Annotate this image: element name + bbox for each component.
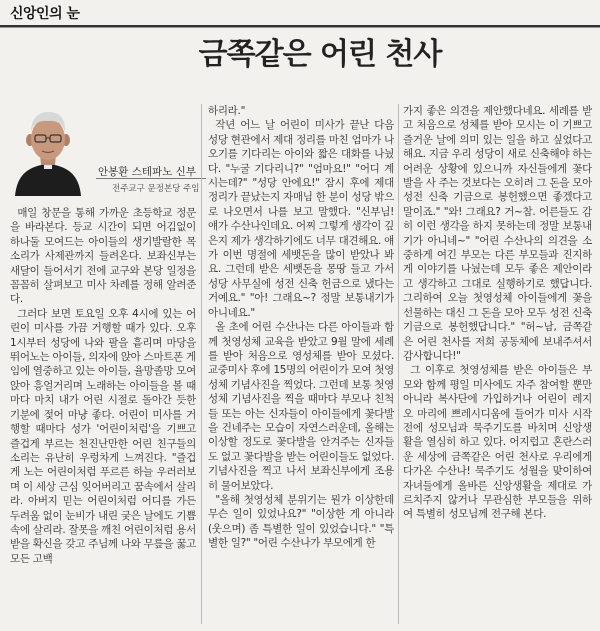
paragraph: 매일 창문을 통해 가까운 초등학교 정문을 바라본다. 등교 시간이 되면 어김없이 하나둘 모여드는 아이들의 생기발랄한 목소리가 사제관까지 들려온다. 보좌신부는 새달이 들어서기 전에 교구와 본당 일정을 꼼꼼히 살펴보고 미사 차례를 정해 알려준다. — [10, 207, 196, 306]
section-label: 신앙인의 눈 — [10, 6, 80, 22]
paragraph: 하리라." — [208, 105, 246, 117]
byline-divider — [96, 178, 206, 179]
author-title: 전주교구 문정본당 주임 — [112, 184, 200, 194]
article-column-3 — [403, 104, 592, 626]
column-divider — [201, 104, 202, 624]
article-column-1 — [10, 206, 196, 626]
priest-portrait-image — [11, 104, 85, 196]
paragraph: 작년 어느 날 어린이 미사가 끝난 다음 성당 현관에서 제대 정리를 마친 엄마가 나오기를 기다리는 아이와 짧은 대화를 나눴다. "누굴 기다리니?" "엄마요!" "어디 계시는데?" "성당 안에요!" 잠시 후에 제대 정리가 끝났는지 자매님 한 분이 성당 밖으로 나오면서 나를 보고 말했다. "신부님! 얘가 수산나인데요. 어찌 그렇게 생각이 깊은지 제가 생각하기에도 너무 대견해요. 얘가 이번 명절에 세뱃돈을 많이 받았나 봐요. 그런데 받은 세뱃돈을 몽땅 들고 가서 성당 사무실에 성전 신축 헌금으로 냈다는 거예요." "아! 그래요~? 정말 보통내기가 아니네요." — [208, 119, 394, 319]
paragraph: 올 초에 어린 수산나는 다른 아이들과 함께 첫영성체 교육을 받았고 9월 말에 세례를 받아 처음으로 영성체를 받아 모셨다. 교중미사 후에 15명의 어린이가 모여 첫영성체 기념사진을 찍었다. 그런데 보통 첫영성체 기념사진을 찍을 때마다 부모나 친척들 또는 아는 신자들이 아이들에게 꽃다발을 건네주는 모습이 자연스러운데, 올해는 이상할 정도로 꽃다발을 안겨주는 신자들도 없고 꽃다발을 받는 어린이들도 없었다. 기념사진을 찍고 나서 보좌신부에게 조용히 물어보았다. — [208, 321, 394, 492]
paragraph: "올해 첫영성체 분위기는 뭔가 이상한데 무슨 일이 있었나요?" "이상한 게 아니라 (웃으며) 좀 특별한 일이 있었습니다." "특별한 일?" "어린 수산나가 부모에게 한 — [208, 493, 394, 550]
author-name: 안봉환 스테파노 신부 — [98, 166, 196, 178]
header-rule-thin — [0, 27, 600, 28]
column-divider — [398, 104, 399, 624]
paragraph: 그러다 보면 토요일 오후 4시에 있는 어린이 미사를 가끔 거행할 때가 있다. 오후 1시부터 성당에 나와 팔을 흩리며 마당을 뛰어노는 아이들, 의자에 앉아 스마트폰 게임에 열중하고 있는 아이들, 율망졸망 모여 앉아 흥얼거리며 노래하는 아이들을 볼 때마다 마치 내가 어린 시절로 돌아간 듯한 기분에 젖어 마냥 좋다. 어린이 미사를 거행할 때마다 성가 '어린이처럼'을 기쁘고 즐겁게 부르는 천진난만한 어린 친구들의 소리는 유난히 우렁차게 느껴진다. "즐겁게 노는 어린이처럼 푸르른 하늘 우러러보며 이 세상 근심 잊어버리고 꿈속에서 살리라. 아버지 믿는 어린이처럼 어디를 가든 두려움 없이 눈비가 내린 궂은 날에도 기쁨 속에 살리라. 잘못을 깨친 어린이처럼 용서받을 확신을 갖고 주님께 나와 무릎을 꿇고 모든 고백 — [10, 307, 196, 565]
paragraph: 가지 좋은 의견을 제안했다네요. 세례를 받고 처음으로 성체를 받아 모시는 이 기쁘고 즐거운 날에 의미 있는 일을 하고 싶었다고 해요. 지금 우리 성당이 새로 신축해야 하는 어려운 상황에 있으니까 자신들에게 꽃다발을 사 주는 것보다는 오히려 그 돈을 모아 성전 신축 기금으로 봉헌했으면 좋겠다고 말이죠." "와! 그래요? 거~참. 어른들도 감히 이런 생각을 하지 못하는데 정말 보통내기가 아니네~" "어린 수산나의 의견을 소중하게 여긴 부모는 다른 부모들과 진지하게 이야기를 나눴는데 모두 좋은 제안이라고 생각하고 그대로 실행하기로 했답니다. 그리하여 오늘 첫영성체 아이들에게 꽃을 선물하는 대신 그 돈을 모아 모두 성전 신축 기금으로 봉헌했답니다." "허~남, 금쪽같은 어린 천사를 저희 공동체에 보내주셔서 감사합니다!" — [403, 105, 592, 362]
paragraph: 그 이후로 첫영성체를 받은 아이들은 부모와 함께 평일 미사에도 자주 참여할 뿐만 아니라 복사단에 가입하거나 어린이 레지오 마리에 쁘레시디움에 들어가 미사 시작 전에 성모님과 묵주기도를 바치며 신앙생활을 열심히 하고 있다. 어지럽고 혼란스러운 세상에 금쪽같은 어린 천사로 우리에게 다가온 수산나! 묵주기도 성월을 맞이하여 자녀들에게 올바른 신앙생활을 제대로 가르치주지 않거나 무관심한 부모들을 위하여 특별히 성모님께 전구해 본다. — [403, 364, 592, 521]
article-column-2 — [208, 104, 394, 626]
author-photo — [11, 104, 85, 196]
article-headline: 금쪽같은 어린 천사 — [198, 37, 442, 72]
